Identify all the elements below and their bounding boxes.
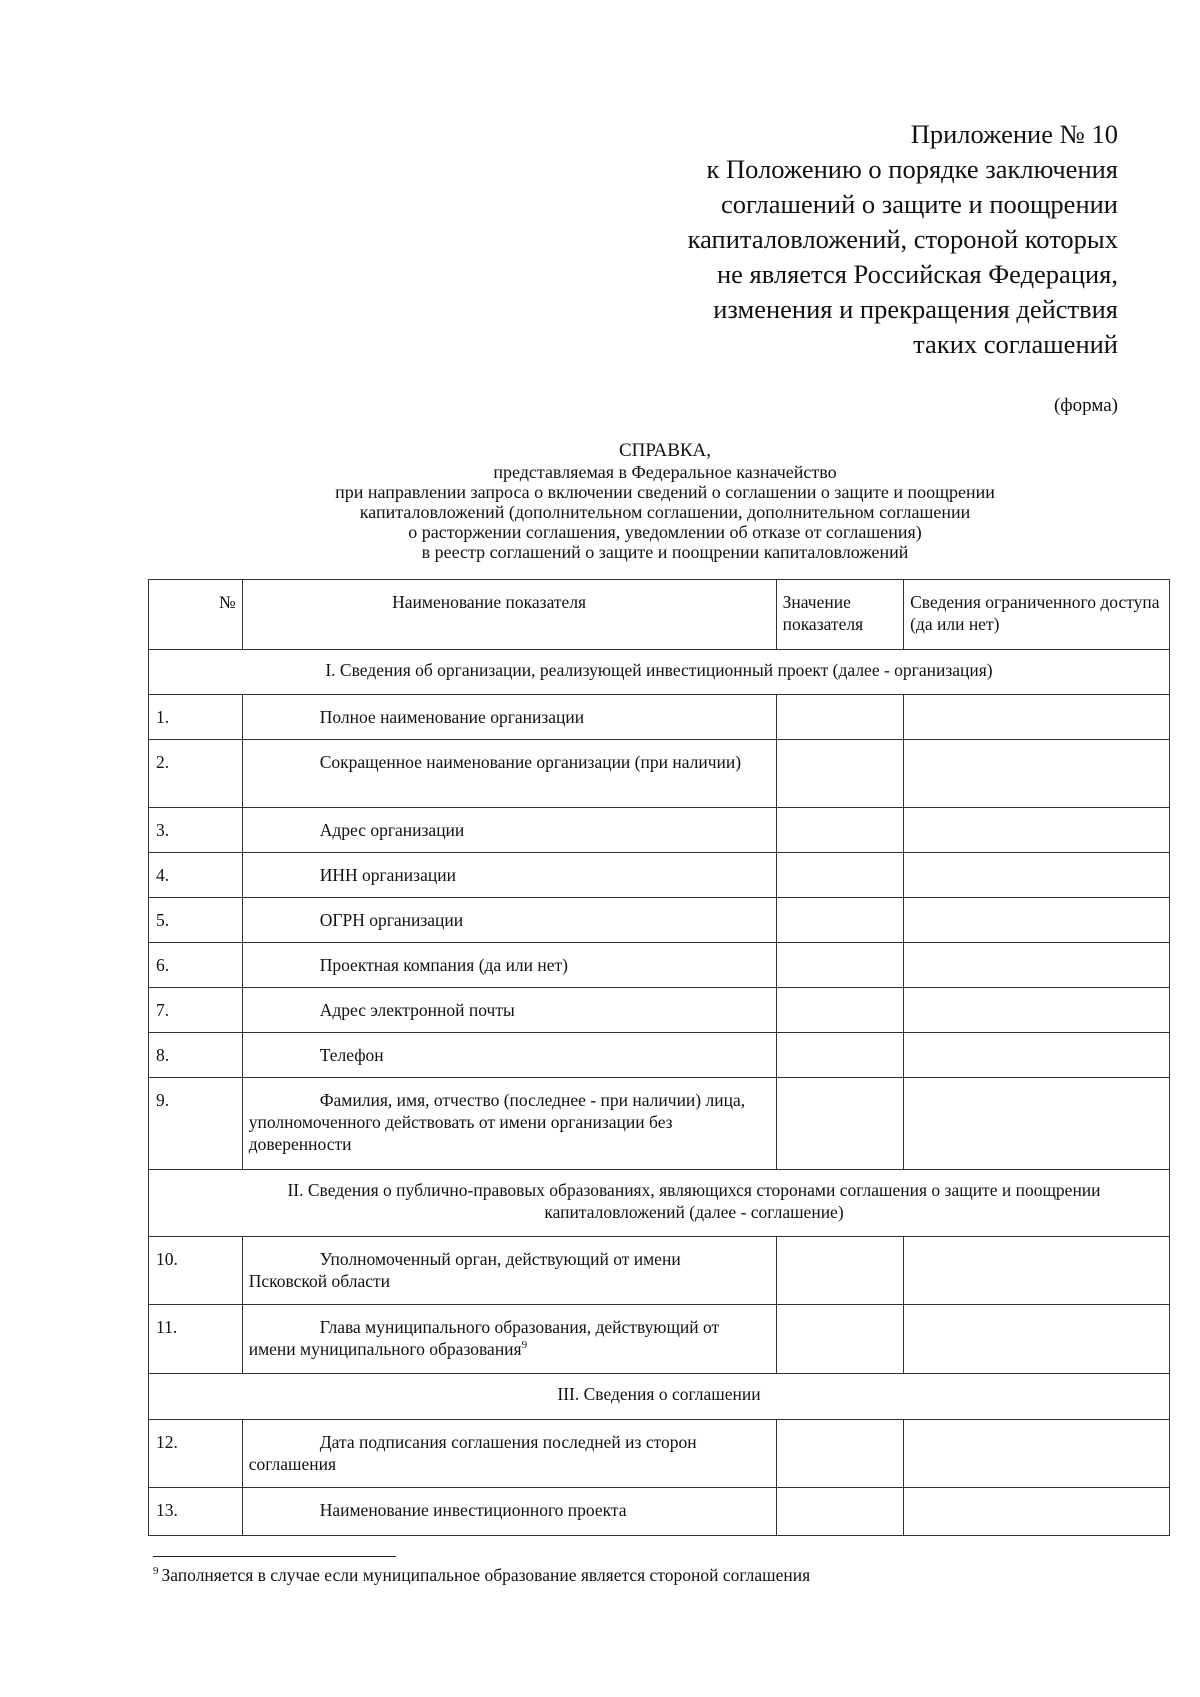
appendix-number: Приложение № 10: [910, 119, 1118, 149]
value-cell[interactable]: [776, 1078, 904, 1170]
header-number: №: [149, 580, 243, 650]
table-header-row: [149, 580, 1170, 650]
row-number: 9.: [149, 1078, 243, 1170]
appendix-line: не является Российская Федерация,: [716, 259, 1118, 289]
value-cell[interactable]: [776, 898, 904, 943]
appendix-header: [478, 117, 1118, 362]
appendix-line: к Положению о порядке заключения: [706, 154, 1118, 184]
document-title-main: СПРАВКА,: [618, 440, 712, 461]
table-row: [149, 1420, 1170, 1488]
row-number: 4.: [149, 853, 243, 898]
table-row: [149, 898, 1170, 943]
document-subtitle-line: представляемая в Федеральное казначейство: [493, 462, 837, 482]
restricted-cell[interactable]: [904, 1033, 1170, 1078]
table-row: [149, 1488, 1170, 1536]
restricted-cell[interactable]: [904, 1488, 1170, 1536]
value-cell[interactable]: [776, 740, 904, 808]
document-subtitle-line: в реестр соглашений о защите и поощрении капиталовложений: [421, 542, 909, 562]
row-number: 1.: [149, 695, 243, 740]
row-indicator-name-cell: [242, 1305, 776, 1374]
row-number: 3.: [149, 808, 243, 853]
value-cell[interactable]: [776, 1305, 904, 1374]
row-number: 11.: [149, 1305, 243, 1374]
document-subtitle-line: капиталовложений (дополнительном соглашении, дополнительном соглашении: [359, 502, 971, 522]
document-subtitle-line: о расторжении соглашения, уведомлении об отказе от соглашения): [408, 522, 922, 542]
row-indicator-name: Телефон: [242, 1033, 776, 1078]
value-cell[interactable]: [776, 943, 904, 988]
table-row: [149, 988, 1170, 1033]
restricted-cell[interactable]: [904, 695, 1170, 740]
row-number: 7.: [149, 988, 243, 1033]
row-indicator-name: Проектная компания (да или нет): [242, 943, 776, 988]
header-indicator-value: Значение показателя: [776, 580, 904, 650]
value-cell[interactable]: [776, 1033, 904, 1078]
appendix-line: капиталовложений, стороной которых: [687, 224, 1118, 254]
footnote: [153, 1565, 810, 1586]
section-heading-row: [149, 1374, 1170, 1420]
row-number: 6.: [149, 943, 243, 988]
document-subtitle-line: при направлении запроса о включении сведений о соглашении о защите и поощрении: [335, 482, 995, 502]
row-number: 8.: [149, 1033, 243, 1078]
table-row: [149, 1305, 1170, 1374]
value-cell[interactable]: [776, 695, 904, 740]
restricted-cell[interactable]: [904, 808, 1170, 853]
row-indicator-name: ОГРН организации: [242, 898, 776, 943]
row-indicator-name: ИНН организации: [242, 853, 776, 898]
table-row: [149, 1237, 1170, 1305]
restricted-cell[interactable]: [904, 943, 1170, 988]
section-heading-row: [149, 650, 1170, 695]
row-indicator-name: Глава муниципального образования, действующий от имени муниципального образования: [248, 1317, 720, 1359]
row-number: 10.: [149, 1237, 243, 1305]
row-indicator-name: Дата подписания соглашения последней из сторон соглашения: [242, 1420, 776, 1488]
section-heading: I. Сведения об организации, реализующей инвестиционный проект (далее - организация): [149, 650, 1170, 695]
table-row: [149, 740, 1170, 808]
value-cell[interactable]: [776, 853, 904, 898]
row-indicator-name: Сокращенное наименование организации (при наличии): [242, 740, 776, 808]
row-number: 5.: [149, 898, 243, 943]
document-title: [150, 440, 1180, 562]
restricted-cell[interactable]: [904, 988, 1170, 1033]
row-number: 13.: [149, 1488, 243, 1536]
footnote-mark: 9: [153, 1565, 159, 1578]
row-number: 2.: [149, 740, 243, 808]
value-cell[interactable]: [776, 1420, 904, 1488]
row-indicator-name: Полное наименование организации: [242, 695, 776, 740]
table-row: [149, 808, 1170, 853]
header-indicator-name: Наименование показателя: [242, 580, 776, 650]
footnote-divider: [153, 1556, 396, 1557]
restricted-cell[interactable]: [904, 1420, 1170, 1488]
table-row: [149, 853, 1170, 898]
restricted-cell[interactable]: [904, 1078, 1170, 1170]
appendix-line: соглашений о защите и поощрении: [721, 189, 1118, 219]
header-restricted-access: Сведения ограниченного доступа (да или нет): [904, 580, 1170, 650]
value-cell[interactable]: [776, 808, 904, 853]
restricted-cell[interactable]: [904, 1305, 1170, 1374]
table-row: [149, 1078, 1170, 1170]
appendix-line: таких соглашений: [913, 329, 1118, 359]
footnote-text: Заполняется в случае если муниципальное образование является стороной соглашения: [161, 1565, 811, 1585]
row-number: 12.: [149, 1420, 243, 1488]
report-table: [148, 579, 1170, 1536]
row-indicator-name: Адрес организации: [242, 808, 776, 853]
value-cell[interactable]: [776, 1237, 904, 1305]
row-indicator-name: Уполномоченный орган, действующий от имени Псковской области: [242, 1237, 776, 1305]
restricted-cell[interactable]: [904, 898, 1170, 943]
row-indicator-name: Адрес электронной почты: [242, 988, 776, 1033]
value-cell[interactable]: [776, 988, 904, 1033]
restricted-cell[interactable]: [904, 740, 1170, 808]
section-heading: II. Сведения о публично-правовых образованиях, являющихся сторонами соглашения о защите и поощрении капиталовложений (далее - соглашение): [149, 1170, 1170, 1237]
section-heading: III. Сведения о соглашении: [149, 1374, 1170, 1420]
table-row: [149, 1033, 1170, 1078]
footnote-reference[interactable]: 9: [521, 1339, 528, 1352]
restricted-cell[interactable]: [904, 1237, 1170, 1305]
row-indicator-name: Наименование инвестиционного проекта: [242, 1488, 776, 1536]
appendix-line: изменения и прекращения действия: [713, 294, 1118, 324]
restricted-cell[interactable]: [904, 853, 1170, 898]
table-row: [149, 943, 1170, 988]
table-row: [149, 695, 1170, 740]
value-cell[interactable]: [776, 1488, 904, 1536]
section-heading-row: [149, 1170, 1170, 1237]
row-indicator-name: Фамилия, имя, отчество (последнее - при наличии) лица, уполномоченного действовать от имени организации без доверенности: [242, 1078, 776, 1170]
form-mark: (форма): [1053, 395, 1118, 416]
